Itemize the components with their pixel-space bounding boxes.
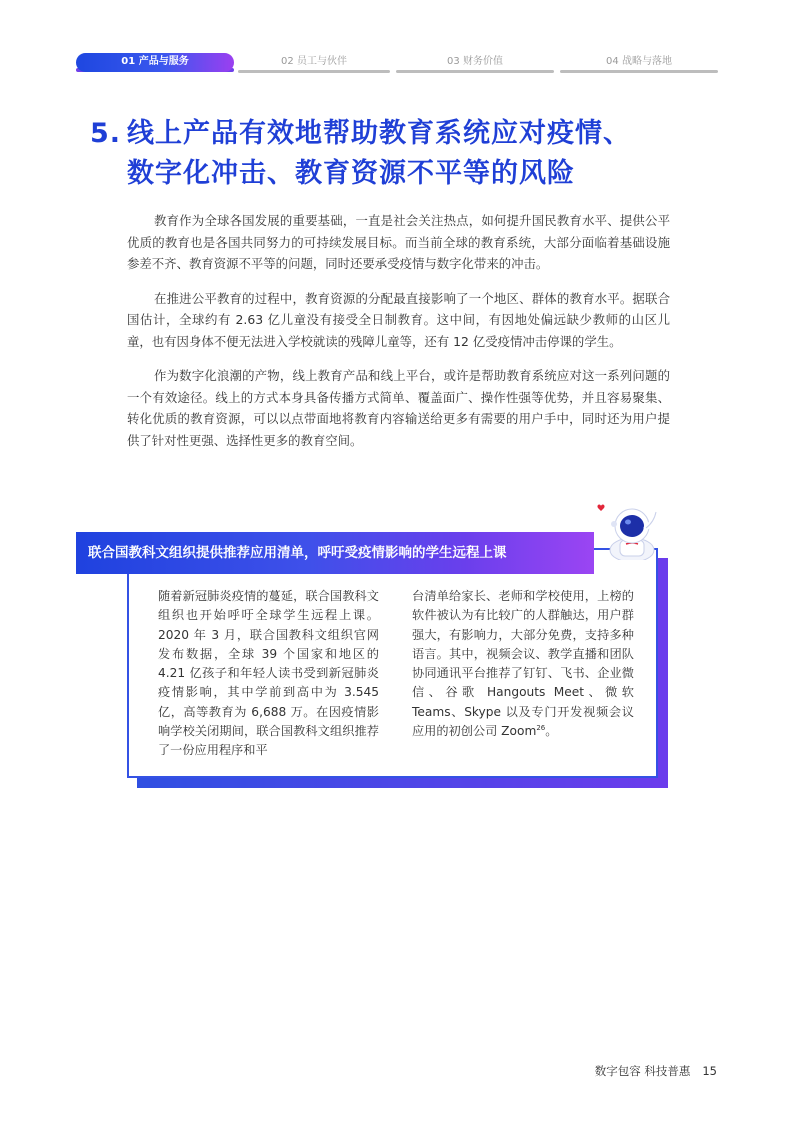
nav-tab-label: 03 财务价值: [447, 56, 503, 67]
footnote-ref[interactable]: 26: [536, 724, 546, 733]
case-box-column-right-end: 。: [545, 724, 558, 739]
nav-tab-label: 01 产品与服务: [121, 56, 189, 67]
case-box-title: 联合国教科文组织提供推荐应用清单，呼吁受疫情影响的学生远程上课: [76, 532, 594, 574]
nav-tab-products-services[interactable]: [76, 53, 234, 73]
page-footer: [595, 1063, 717, 1079]
body-text: [127, 210, 670, 464]
title-line-1: 线上产品有效地帮助教育系统应对疫情、: [127, 118, 631, 149]
nav-tab-label: 04 战略与落地: [606, 56, 672, 67]
case-box-column-left: 随着新冠肺炎疫情的蔓延，联合国教科文组织也开始呼吁全球学生远程上课。2020 年 3 月，联合国教科文组织官网发布数据，全球 39 个国家和地区的 4.21 亿孩子和年轻人读书受到新冠肺炎疫情影响，其中学前到高中为 3.545 亿，高等教育为 6,688 万。在因疫情影响学校关闭期间，联合国教科文组织推荐了一份应用程序和平: [158, 589, 379, 758]
astronaut-mascot-icon: [592, 500, 660, 560]
nav-tab-staff-partners[interactable]: [238, 53, 390, 73]
case-box-column-right-text: 台清单给家长、老师和学校使用，上榜的软件被认为有比较广的人群触达，用户群强大，有影响力，大部分免费，支持多种语言。其中，视频会议、教学直播和团队协同通讯平台推荐了钉钉、飞书、企业微信、谷歌 Hangouts Meet、微软 Teams、Skype 以及专门开发视频会议应用的初创公司 Zoom: [412, 589, 634, 739]
section-nav: [76, 53, 718, 73]
paragraph: 教育作为全球各国发展的重要基础，一直是社会关注热点，如何提升国民教育水平、提供公平优质的教育也是各国共同努力的可持续发展目标。而当前全球的教育系统，大部分面临着基础设施参差不齐、教育资源不平等的问题，同时还要承受疫情与数字化带来的冲击。: [127, 213, 670, 271]
footer-label: 数字包容 科技普惠: [594, 1064, 691, 1078]
nav-tab-label: 02 员工与伙伴: [281, 56, 347, 67]
title-line-2: 数字化冲击、教育资源不平等的风险: [127, 158, 575, 189]
case-box-column-right: [412, 587, 634, 741]
nav-tab-strategy[interactable]: [560, 53, 718, 73]
nav-tab-financial-value[interactable]: [396, 53, 554, 73]
page-number: 15: [702, 1064, 717, 1078]
paragraph: 作为数字化浪潮的产物，线上教育产品和线上平台，或许是帮助教育系统应对这一系列问题的一个有效途径。线上的方式本身具备传播方式简单、覆盖面广、操作性强等优势，并且容易聚集、转化优质的教育资源，可以以点带面地将教育内容输送给更多有需要的用户手中，同时还为用户提供了针对性更强、选择性更多的教育空间。: [127, 368, 670, 448]
section-number: 5.: [90, 118, 122, 149]
paragraph: 在推进公平教育的过程中，教育资源的分配最直接影响了一个地区、群体的教育水平。据联合国估计，全球约有 2.63 亿儿童没有接受全日制教育。这中间，有因地处偏远缺少教师的山区儿童，也有因身体不便无法进入学校就读的残障儿童等，还有 12 亿受疫情冲击停课的学生。: [127, 290, 670, 349]
page-title: [90, 114, 730, 194]
